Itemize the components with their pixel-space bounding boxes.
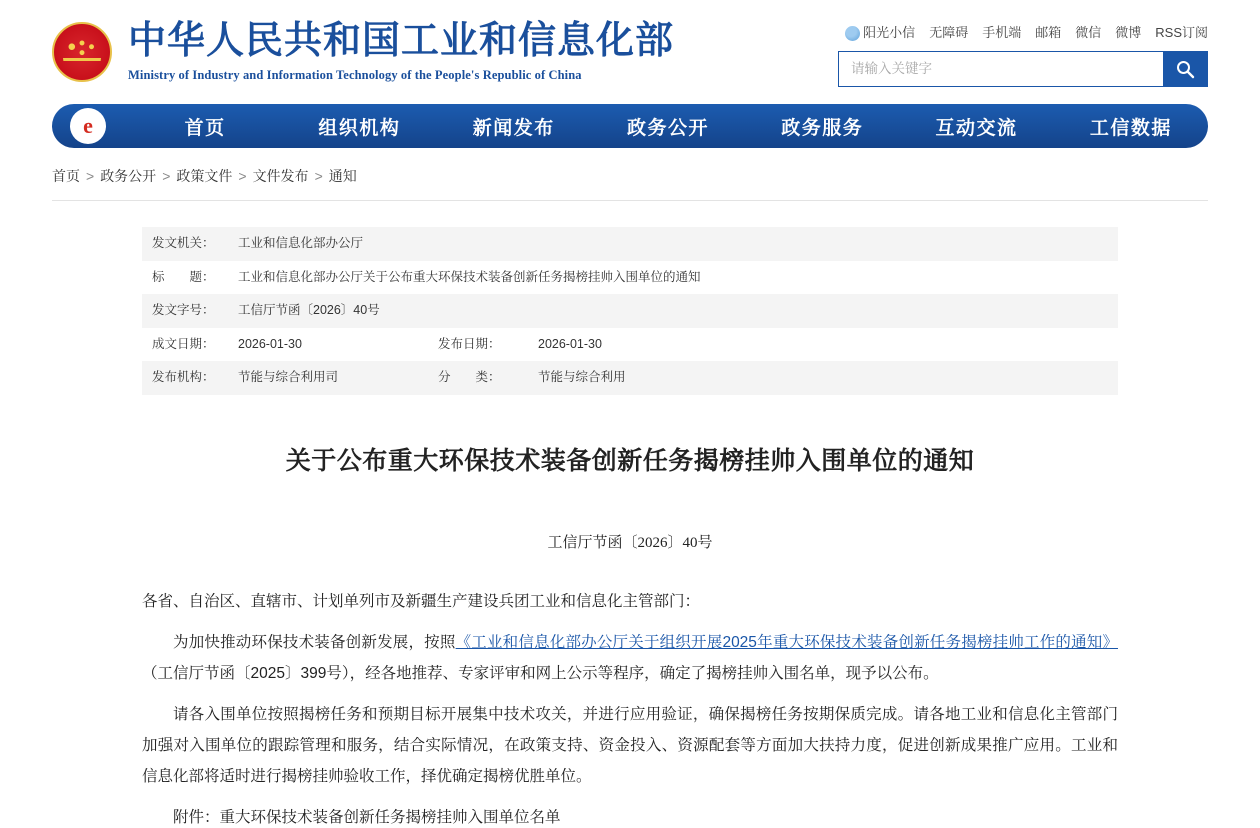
nav-item-interaction[interactable]: 互动交流 bbox=[935, 117, 1018, 139]
document-paragraph-2: 请各入围单位按照揭榜任务和预期目标开展集中技术攻关，并进行应用验证，确保揭榜任务按期保质完成。请各地工业和信息化主管部门加强对入围单位的跟踪管理和服务，结合实际情况，在政策支持、资金投入、资源配套等方面加大扶持力度，促进创新成果推广应用。工业和信息化部将适时进行揭榜挂帅验收工作，择优确定揭榜优胜单位。 bbox=[142, 705, 1118, 785]
meta-value-publish-date: 2026-01-30 bbox=[538, 336, 602, 351]
top-links bbox=[845, 22, 1208, 41]
brand-text bbox=[128, 21, 674, 83]
brand-title-en: Ministry of Industry and Information Technology of the People's Republic of China bbox=[128, 67, 582, 82]
meta-row-agency-category bbox=[142, 361, 1118, 395]
search-button[interactable] bbox=[1163, 52, 1207, 86]
national-emblem-icon bbox=[52, 22, 112, 82]
breadcrumb-separator: > bbox=[162, 168, 171, 184]
header-right bbox=[838, 18, 1208, 87]
breadcrumb-item-1[interactable]: 政务公开 bbox=[100, 168, 157, 184]
nav-item-government-open[interactable]: 政务公开 bbox=[626, 117, 709, 139]
meta-label-publish-date: 发布日期： bbox=[438, 336, 501, 351]
meta-label-title: 标 题： bbox=[152, 269, 215, 284]
sunshine-assistant-icon bbox=[845, 26, 860, 41]
top-link-label: 阳光小信 bbox=[863, 24, 916, 40]
top-link-wechat[interactable]: 微信 bbox=[1075, 24, 1102, 40]
document-attachment: 附件：重大环保技术装备创新任务揭榜挂帅入围单位名单 bbox=[173, 808, 561, 826]
meta-label-issuing-agency: 发文机关： bbox=[142, 227, 228, 261]
main-nav bbox=[52, 104, 1208, 148]
meta-row-issuing-agency bbox=[142, 227, 1118, 261]
meta-row-title bbox=[142, 261, 1118, 295]
document-container bbox=[142, 227, 1118, 828]
breadcrumb bbox=[52, 166, 1208, 201]
nav-logo-text: e bbox=[83, 113, 93, 138]
top-link-accessibility[interactable]: 无障碍 bbox=[929, 24, 969, 40]
document-number: 工信厅节函〔2026〕40号 bbox=[547, 534, 713, 551]
breadcrumb-separator: > bbox=[86, 168, 95, 184]
breadcrumb-item-3[interactable]: 文件发布 bbox=[252, 168, 309, 184]
nav-item-data[interactable]: 工信数据 bbox=[1089, 117, 1172, 139]
site-brand[interactable] bbox=[52, 21, 674, 83]
meta-value-publish-agency: 节能与综合利用司 bbox=[228, 361, 428, 395]
meta-value-doc-number: 工信厅节函〔2026〕40号 bbox=[228, 294, 1118, 328]
top-link-sunshine[interactable] bbox=[845, 22, 915, 41]
nav-item-home[interactable]: 首页 bbox=[184, 117, 226, 139]
nav-item-news[interactable]: 新闻发布 bbox=[472, 117, 555, 139]
document-body bbox=[142, 586, 1118, 828]
top-link-mobile[interactable]: 手机端 bbox=[982, 24, 1022, 40]
meta-value-category: 节能与综合利用 bbox=[528, 361, 1118, 395]
search-input[interactable] bbox=[839, 52, 1163, 86]
document-salutation: 各省、自治区、直辖市、计划单列市及新疆生产建设兵团工业和信息化主管部门： bbox=[142, 592, 701, 610]
top-link-mail[interactable]: 邮箱 bbox=[1035, 24, 1062, 40]
meta-label-category: 分 类： bbox=[428, 361, 528, 395]
meta-label-publish-agency: 发布机构： bbox=[142, 361, 228, 395]
breadcrumb-item-current: 通知 bbox=[328, 168, 357, 184]
nav-items bbox=[128, 113, 1208, 140]
breadcrumb-separator: > bbox=[314, 168, 323, 184]
meta-row-doc-number bbox=[142, 294, 1118, 328]
search-icon bbox=[1175, 59, 1195, 79]
paragraph-1-before: 为加快推动环保技术装备创新发展，按照 bbox=[173, 633, 456, 651]
meta-value-issuing-agency: 工业和信息化部办公厅 bbox=[228, 227, 1118, 261]
meta-label-doc-number: 发文字号： bbox=[142, 294, 228, 328]
nav-item-government-service[interactable]: 政务服务 bbox=[781, 117, 864, 139]
breadcrumb-separator: > bbox=[238, 168, 247, 184]
document-meta-table bbox=[142, 227, 1118, 395]
search-box bbox=[838, 51, 1208, 87]
paragraph-1-link[interactable]: 《工业和信息化部办公厅关于组织开展2025年重大环保技术装备创新任务揭榜挂帅工作的通知》 bbox=[455, 633, 1118, 651]
meta-value-title: 工业和信息化部办公厅关于公布重大环保技术装备创新任务揭榜挂帅入围单位的通知 bbox=[238, 269, 701, 284]
nav-logo-icon[interactable] bbox=[70, 108, 106, 144]
document-title: 关于公布重大环保技术装备创新任务揭榜挂帅入围单位的通知 bbox=[285, 446, 975, 475]
top-link-rss[interactable]: RSS订阅 bbox=[1155, 24, 1208, 40]
paragraph-1-after: （工信厅节函〔2025〕399号），经各地推荐、专家评审和网上公示等程序，确定了揭榜挂帅入围名单，现予以公布。 bbox=[142, 664, 939, 682]
meta-value-completion-date: 2026-01-30 bbox=[238, 336, 302, 351]
breadcrumb-item-0[interactable]: 首页 bbox=[52, 168, 80, 184]
brand-title-cn: 中华人民共和国工业和信息化部 bbox=[128, 20, 675, 63]
document-paragraph-1 bbox=[142, 627, 1118, 689]
meta-row-dates bbox=[142, 328, 1118, 362]
nav-item-organization[interactable]: 组织机构 bbox=[318, 117, 401, 139]
breadcrumb-item-2[interactable]: 政策文件 bbox=[176, 168, 233, 184]
meta-label-completion-date: 成文日期： bbox=[152, 336, 215, 351]
site-header bbox=[0, 0, 1260, 104]
top-link-weibo[interactable]: 微博 bbox=[1115, 24, 1142, 40]
